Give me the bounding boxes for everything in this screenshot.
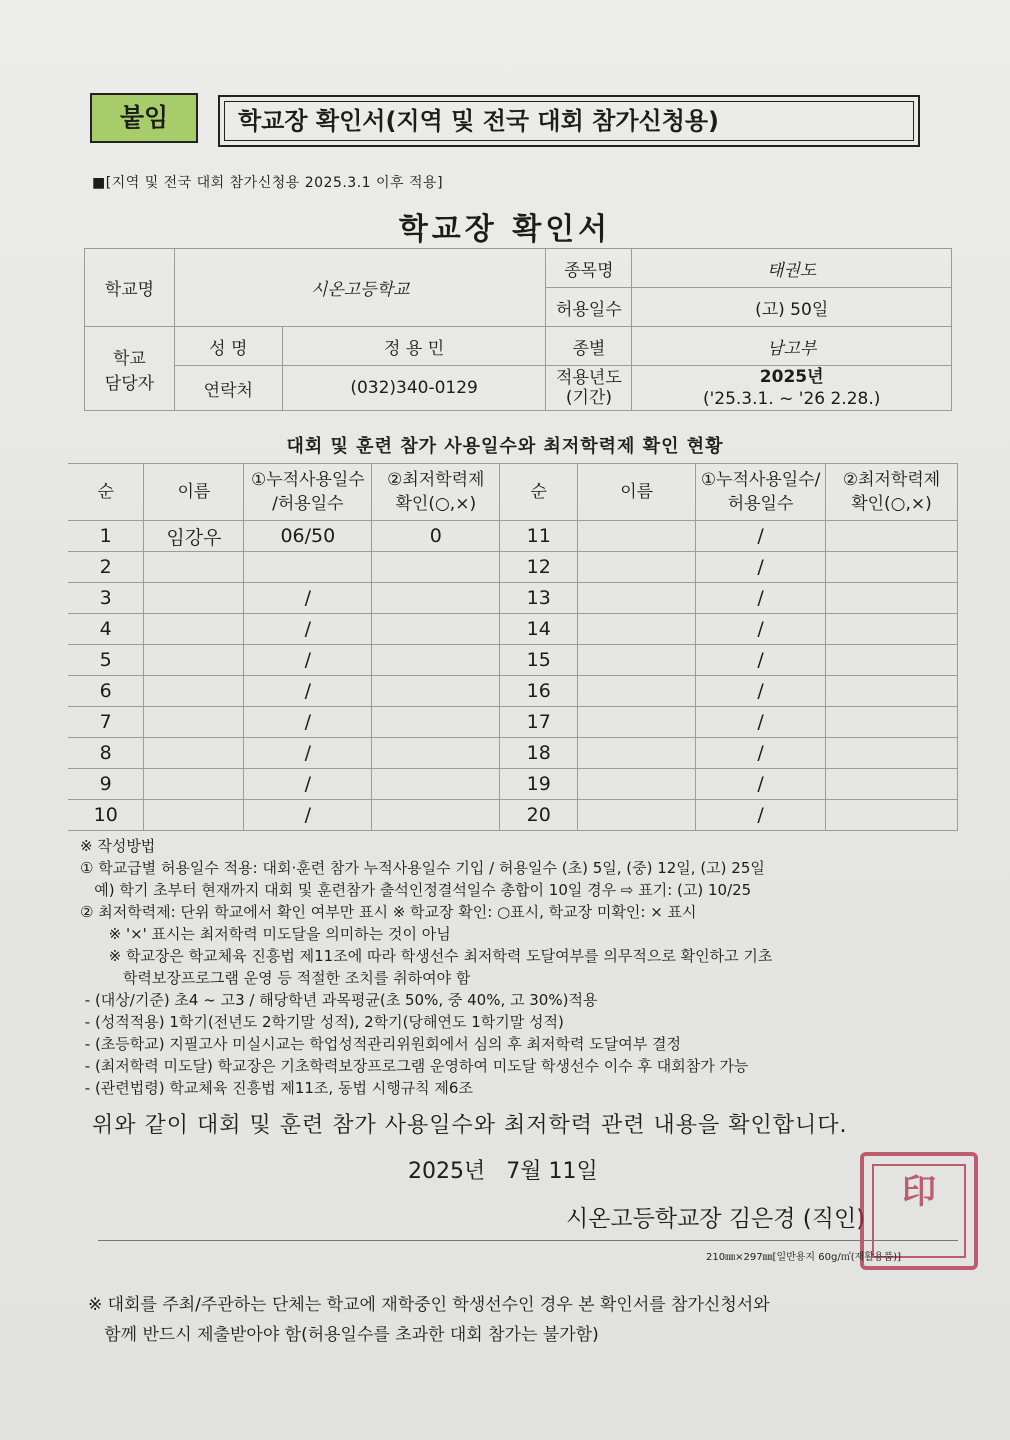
period-cell [632, 366, 952, 411]
period-value: ('25.3.1. ~ '26 2.28.) [702, 389, 881, 409]
row-number-cell: 8 [68, 738, 144, 769]
category-value: 남고부 [632, 327, 952, 366]
academic-check-cell: 0 [372, 521, 500, 552]
manager-name-label: 성 명 [174, 327, 282, 366]
table-row [68, 583, 958, 614]
row-number-cell: 9 [68, 769, 144, 800]
used-days-cell: / [696, 583, 826, 614]
footer-note [88, 1290, 770, 1350]
academic-check-cell [372, 614, 500, 645]
academic-check-cell [372, 583, 500, 614]
instruction-line: - (관련법령) 학교체육 진흥법 제11조, 동법 시행규칙 제6조 [80, 1079, 473, 1097]
used-days-cell: / [244, 707, 372, 738]
row-number-cell: 4 [68, 614, 144, 645]
header-no-right: 순 [500, 464, 578, 521]
academic-check-cell [826, 738, 958, 769]
student-name-cell [578, 707, 696, 738]
instruction-line: - (성적적용) 1학기(전년도 2학기말 성적), 2학기(당해연도 1학기말 성적) [80, 1013, 564, 1031]
contact-label: 연락처 [174, 366, 282, 411]
academic-check-cell [826, 614, 958, 645]
table-row [68, 521, 958, 552]
allowed-days-value: (고) 50일 [632, 288, 952, 327]
issue-date: 2025년 7월 11일 [408, 1159, 598, 1184]
instruction-line: ※ '×' 표시는 최저학력 미도달을 의미하는 것이 아님 [80, 925, 451, 943]
student-name-cell [578, 583, 696, 614]
row-number-cell: 7 [68, 707, 144, 738]
row-number-cell: 10 [68, 800, 144, 831]
year-value: 2025년 [759, 367, 824, 387]
confirmation-statement: 위와 같이 대회 및 훈련 참가 사용일수와 최저학력 관련 내용을 확인합니다. [92, 1113, 848, 1138]
divider [98, 1240, 958, 1241]
instruction-line: - (대상/기준) 초4 ~ 고3 / 해당학년 과목평균(초 50%, 중 40%, 고 30%)적용 [80, 991, 598, 1009]
used-days-cell: / [244, 645, 372, 676]
used-days-cell: / [696, 769, 826, 800]
header-check-right: ②최저학력제 확인(○,×) [826, 464, 958, 521]
applicability-note: ■[지역 및 전국 대회 참가신청용 2025.3.1 이후 적용] [92, 175, 444, 191]
academic-check-cell [826, 707, 958, 738]
row-number-cell: 1 [68, 521, 144, 552]
student-name-cell [578, 800, 696, 831]
academic-check-cell [372, 676, 500, 707]
used-days-cell: / [244, 614, 372, 645]
manager-name-value: 정 용 민 [282, 327, 546, 366]
academic-check-cell [372, 769, 500, 800]
table-row [68, 769, 958, 800]
header-check: ②최저학력제 확인(○,×) [372, 464, 500, 521]
instructions [80, 835, 980, 1099]
sport-value: 태권도 [632, 249, 952, 288]
academic-check-cell [826, 583, 958, 614]
table-row [68, 645, 958, 676]
student-name-cell [144, 769, 244, 800]
used-days-cell: 06/50 [244, 521, 372, 552]
student-name-cell [578, 645, 696, 676]
allowed-days-label: 허용일수 [546, 288, 632, 327]
used-days-cell: / [696, 676, 826, 707]
instruction-line: - (초등학교) 지필고사 미실시교는 학업성적관리위원회에서 심의 후 최저학력 도달여부 결정 [80, 1035, 681, 1053]
instruction-line: ※ 작성방법 [80, 837, 156, 855]
paper-spec: 210㎜×297㎜[일반용지 60g/㎡(재활용품)] [706, 1252, 902, 1263]
row-number-cell: 17 [500, 707, 578, 738]
instruction-line [80, 857, 980, 879]
student-name-cell [144, 552, 244, 583]
student-name-cell [578, 676, 696, 707]
document-title: 학교장 확인서 [398, 212, 612, 247]
instruction-line: ※ 학교장은 학교체육 진흥법 제11조에 따라 학생선수 최저학력 도달여부를 의무적으로 확인하고 기초 [80, 947, 773, 965]
header-days-right: ①누적사용일수/ 허용일수 [696, 464, 826, 521]
instruction-line: ② 최저학력제: 단위 학교에서 확인 여부만 표시 ※ 학교장 확인: ○표시, 학교장 미확인: × 표시 [80, 903, 697, 921]
header-days: ①누적사용일수 /허용일수 [244, 464, 372, 521]
student-name-cell [578, 614, 696, 645]
category-label: 종별 [546, 327, 632, 366]
table-row [68, 676, 958, 707]
school-name-value: 시온고등학교 [174, 249, 546, 327]
table-row [68, 552, 958, 583]
instruction-line: 학력보장프로그램 운영 등 적절한 조치를 취하여야 함 [80, 969, 471, 987]
academic-check-cell [826, 645, 958, 676]
academic-check-cell [372, 552, 500, 583]
student-name-cell [144, 800, 244, 831]
student-name-cell [144, 645, 244, 676]
used-days-cell: / [244, 583, 372, 614]
row-number-cell: 5 [68, 645, 144, 676]
table-row [68, 707, 958, 738]
header-name-right: 이름 [578, 464, 696, 521]
student-name-cell [144, 614, 244, 645]
student-name-cell [144, 707, 244, 738]
instruction-line: - (최저학력 미도달) 학교장은 기초학력보장프로그램 운영하여 미도달 학생선수 이수 후 대회참가 가능 [80, 1057, 749, 1075]
header-name: 이름 [144, 464, 244, 521]
row-number-cell: 20 [500, 800, 578, 831]
row-number-cell: 18 [500, 738, 578, 769]
used-days-cell: / [696, 800, 826, 831]
student-name-cell [578, 769, 696, 800]
used-days-cell: / [244, 800, 372, 831]
used-days-cell: / [696, 521, 826, 552]
used-days-cell: / [244, 738, 372, 769]
footer-line: 함께 반드시 제출받아야 함(허용일수를 초과한 대회 참가는 불가함) [88, 1325, 599, 1345]
row-number-cell: 11 [500, 521, 578, 552]
header-no: 순 [68, 464, 144, 521]
row-number-cell: 12 [500, 552, 578, 583]
academic-check-cell [826, 769, 958, 800]
table-row [68, 738, 958, 769]
seal-glyph: 印 [902, 1172, 936, 1212]
school-name-label: 학교명 [85, 249, 175, 327]
row-number-cell: 14 [500, 614, 578, 645]
student-name-cell [578, 738, 696, 769]
table-row [68, 800, 958, 831]
student-name-cell [144, 583, 244, 614]
academic-check-cell [372, 738, 500, 769]
student-name-cell [144, 738, 244, 769]
academic-check-cell [372, 645, 500, 676]
row-number-cell: 19 [500, 769, 578, 800]
used-days-cell: / [696, 552, 826, 583]
contact-value: (032)340-0129 [282, 366, 546, 411]
period-label: 적용년도 (기간) [546, 366, 632, 411]
row-number-cell: 3 [68, 583, 144, 614]
manager-label: 학교 담당자 [85, 327, 175, 411]
row-number-cell: 2 [68, 552, 144, 583]
academic-check-cell [372, 707, 500, 738]
instruction-text: ① 학교급별 허용일수 적용: 대회·훈련 참가 누적사용일수 기입 / 허용일수 (초) 5일, (중) 12일, (고) 25일 [80, 859, 765, 877]
student-name-cell [578, 521, 696, 552]
principal-signature: 시온고등학교장 김은경 (직인) [566, 1206, 866, 1232]
table-row [68, 614, 958, 645]
student-name-cell: 임강우 [144, 521, 244, 552]
student-name-cell [144, 676, 244, 707]
grid-subtitle: 대회 및 훈련 참가 사용일수와 최저학력제 확인 현황 [286, 436, 724, 457]
sport-label: 종목명 [546, 249, 632, 288]
academic-check-cell [826, 676, 958, 707]
row-number-cell: 6 [68, 676, 144, 707]
row-number-cell: 13 [500, 583, 578, 614]
used-days-cell: / [696, 738, 826, 769]
row-number-cell: 16 [500, 676, 578, 707]
academic-check-cell [826, 521, 958, 552]
used-days-cell [244, 552, 372, 583]
school-info-table [84, 248, 952, 411]
academic-check-cell [826, 552, 958, 583]
document-banner: 학교장 확인서(지역 및 전국 대회 참가신청용) [218, 95, 920, 147]
footer-line: ※ 대회를 주최/주관하는 단체는 학교에 재학중인 학생선수인 경우 본 확인서를 참가신청서와 [88, 1295, 770, 1315]
used-days-cell: / [696, 614, 826, 645]
participation-table [68, 463, 958, 831]
used-days-cell: / [696, 645, 826, 676]
instruction-line: 예) 학기 초부터 현재까지 대회 및 훈련참가 출석인정결석일수 총합이 10일 경우 ⇨ 표기: (고) 10/25 [80, 881, 752, 899]
used-days-cell: / [696, 707, 826, 738]
student-name-cell [578, 552, 696, 583]
used-days-cell: / [244, 676, 372, 707]
academic-check-cell [372, 800, 500, 831]
attachment-tag: 붙임 [90, 93, 198, 143]
academic-check-cell [826, 800, 958, 831]
row-number-cell: 15 [500, 645, 578, 676]
used-days-cell: / [244, 769, 372, 800]
